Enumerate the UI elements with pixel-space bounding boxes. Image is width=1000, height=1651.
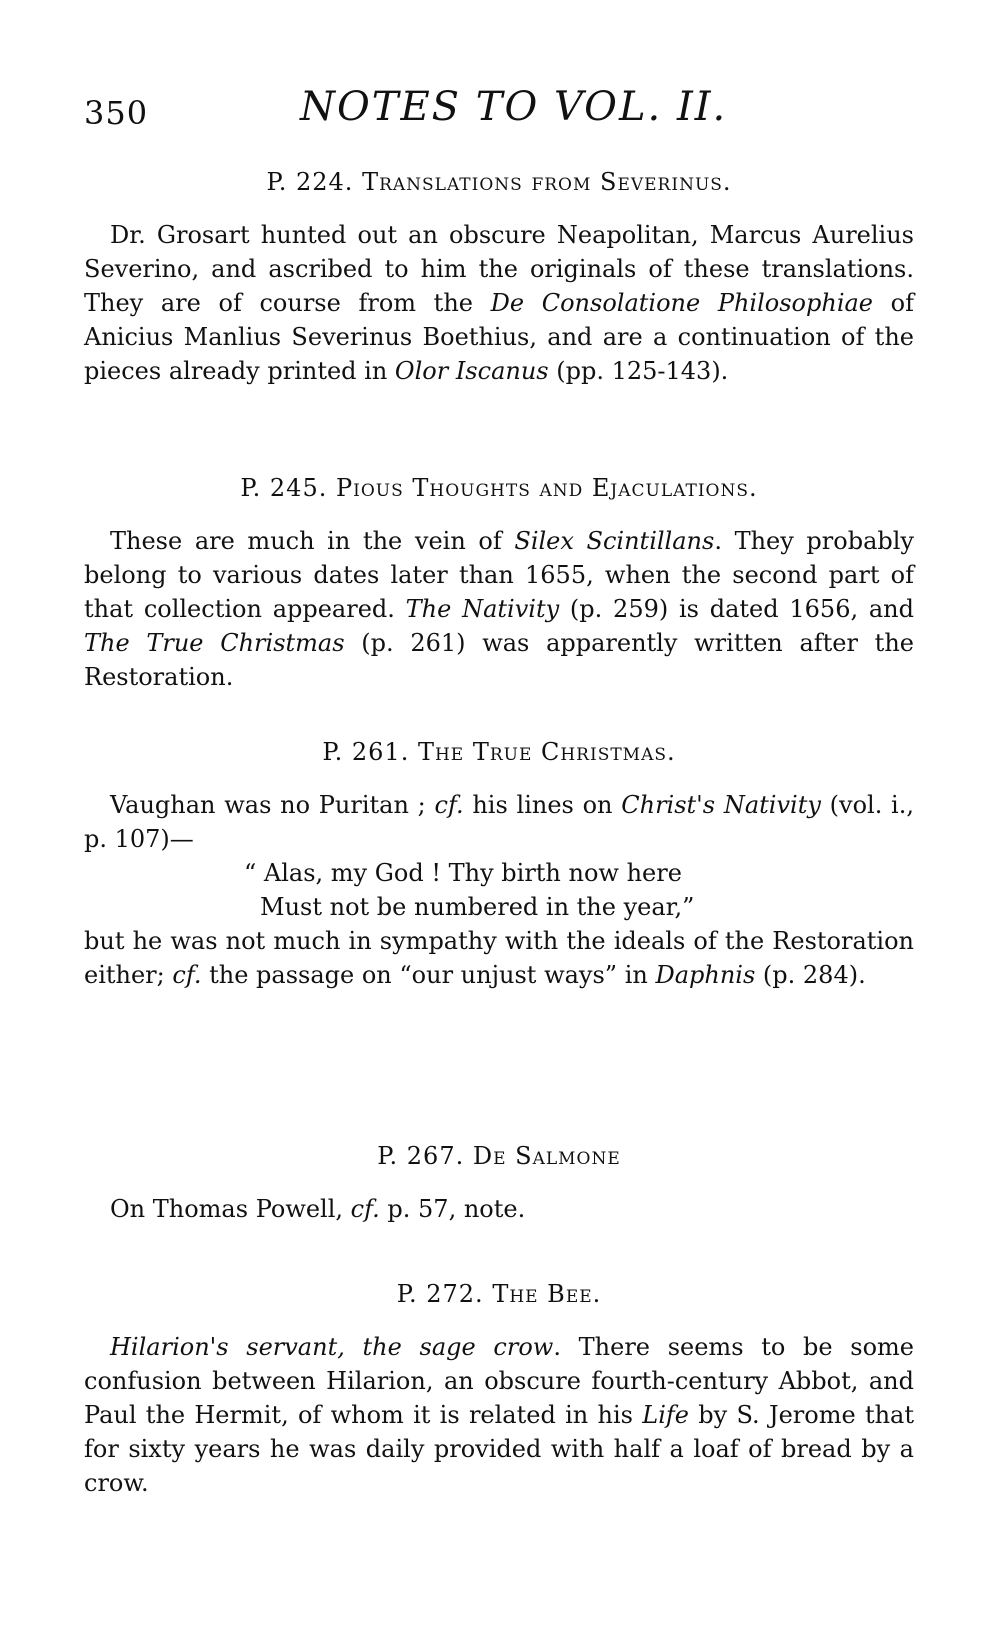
page-header (84, 84, 914, 144)
text-run: (p. 259) is dated 1656, and (559, 595, 914, 623)
italic-title: Daphnis (655, 961, 756, 989)
italic-title: Life (642, 1401, 689, 1429)
text-run: by S. Jerome that for sixty years he was daily provided with half a loaf of bread by a crow. (84, 1401, 914, 1497)
text-run: . They probably belong to various dates later than 1655, when the second part of that collection appeared. (84, 527, 914, 623)
text-run: p. 57, note. (379, 1195, 526, 1223)
italic-lemma: Hilarion's servant, the sage crow (110, 1333, 554, 1361)
text-run: the passage on “our unjust ways” in (201, 961, 656, 989)
section-heading: P. 267. De Salmone (377, 1142, 621, 1170)
text-run: Vaughan was no Puritan ; (110, 791, 435, 819)
italic-abbrev: cf. (434, 791, 464, 819)
section-heading: P. 272. The Bee. (396, 1280, 602, 1308)
note-paragraph (84, 1192, 914, 1226)
note-paragraph (84, 524, 914, 694)
note-paragraph (84, 924, 914, 992)
text-run: but he was not much in sympathy with the ideals of the Restoration either; (84, 927, 914, 989)
running-head: NOTES TO VOL. II. (300, 84, 728, 130)
text-run: . There seems to be some confusion between Hilarion, an obscure fourth-century Abbot, and Paul the Hermit, of whom it is related in his (84, 1333, 914, 1429)
page-number: 350 (84, 94, 149, 132)
note-paragraph (84, 1330, 914, 1500)
note-section-245 (84, 474, 914, 694)
text-run: Dr. Grosart hunted out an obscure Neapolitan, Marcus Aurelius Severino, and ascribed to him the originals of these translations. They are of course from the (84, 221, 914, 317)
italic-title: De Consolatione Philosophiae (490, 289, 874, 317)
text-run: of Anicius Manlius Severinus Boethius, and are a continuation of the pieces already printed in (84, 289, 914, 385)
verse-line: “ Alas, my God ! Thy birth now here (244, 859, 682, 887)
italic-title: Christ's Nativity (621, 791, 821, 819)
italic-title: Olor Iscanus (394, 357, 549, 385)
section-heading: P. 245. Pious Thoughts and Ejaculations. (240, 474, 758, 502)
text-run: (vol. i., p. 107)— (84, 791, 914, 853)
text-run: his lines on (463, 791, 622, 819)
note-section-272 (84, 1280, 914, 1500)
section-heading: P. 261. The True Christmas. (322, 738, 676, 766)
note-section-224 (84, 168, 914, 388)
verse-quote (84, 856, 914, 924)
text-run: These are much in the vein of (110, 527, 515, 555)
text-run: On Thomas Powell, (110, 1195, 351, 1223)
italic-title: The True Christmas (84, 629, 345, 657)
text-run: (pp. 125-143). (548, 357, 729, 385)
text-run: (p. 284). (755, 961, 866, 989)
text-run: (p. 261) was apparently written after the Restoration. (84, 629, 914, 691)
italic-title: Silex Scintillans (514, 527, 715, 555)
note-section-261 (84, 738, 914, 992)
note-paragraph (84, 788, 914, 856)
italic-abbrev: cf. (350, 1195, 380, 1223)
note-section-267 (84, 1142, 914, 1226)
note-paragraph (84, 218, 914, 388)
italic-title: The Nativity (405, 595, 560, 623)
verse-line: Must not be numbered in the year,” (260, 893, 695, 921)
italic-abbrev: cf. (172, 961, 202, 989)
section-heading: P. 224. Translations from Severinus. (266, 168, 732, 196)
